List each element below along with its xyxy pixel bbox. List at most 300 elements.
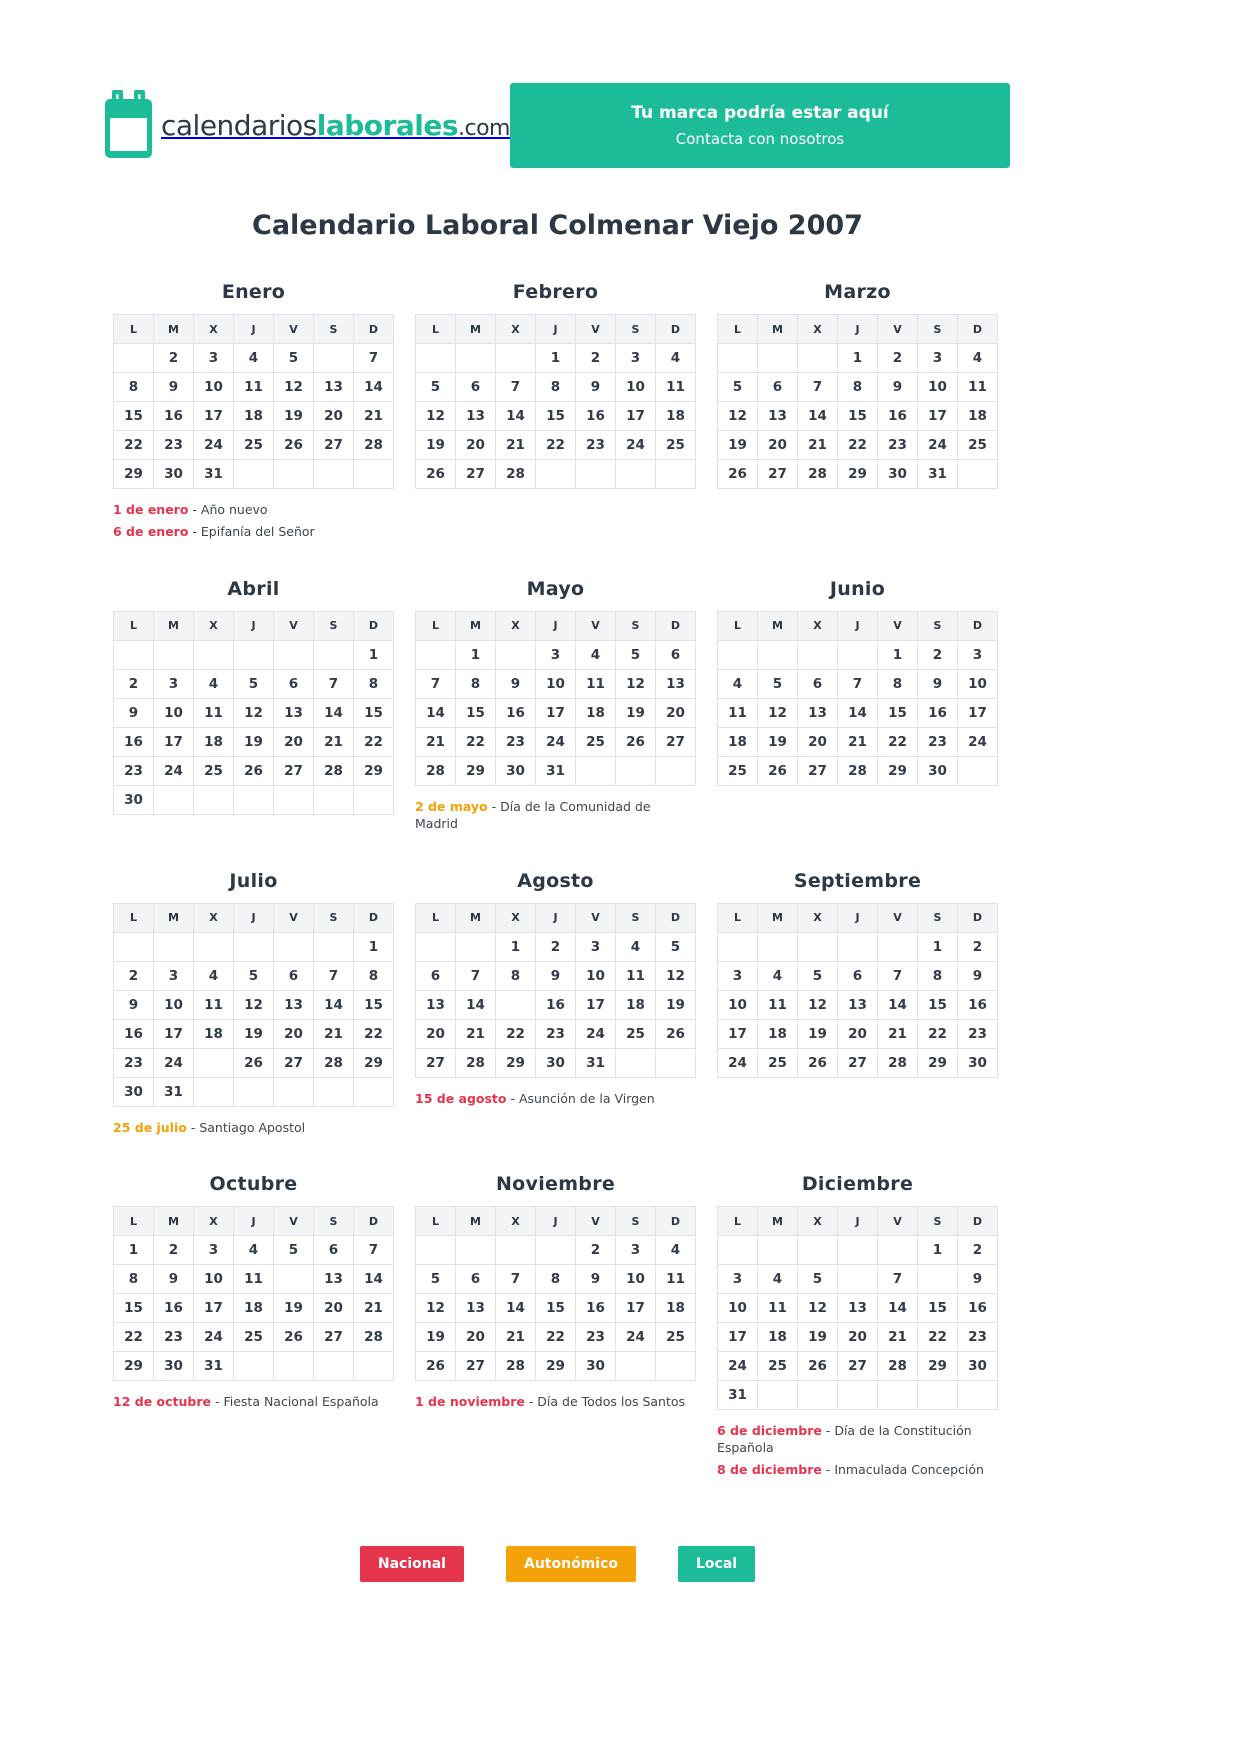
day-cell: 19 (416, 431, 456, 460)
day-cell: 5 (234, 669, 274, 698)
day-cell: 20 (456, 431, 496, 460)
day-cell: 3 (194, 344, 234, 373)
day-cell: 30 (154, 460, 194, 489)
day-cell: 30 (114, 785, 154, 814)
month-mayo (415, 578, 696, 838)
day-cell: 16 (154, 402, 194, 431)
day-cell: 8 (496, 961, 536, 990)
day-cell: 17 (576, 990, 616, 1019)
day-cell: 10 (718, 1294, 758, 1323)
day-cell: 15 (918, 1294, 958, 1323)
weekday-header: V (274, 611, 314, 640)
day-cell: 21 (314, 1019, 354, 1048)
day-cell: 16 (878, 402, 918, 431)
day-cell: 10 (616, 373, 656, 402)
empty-cell (274, 1077, 314, 1106)
day-cell: 18 (656, 402, 696, 431)
holiday-note (717, 1462, 998, 1479)
day-cell: 8 (354, 669, 394, 698)
day-cell: 20 (656, 698, 696, 727)
day-cell: 22 (536, 1323, 576, 1352)
day-cell: 10 (194, 1265, 234, 1294)
empty-cell (194, 785, 234, 814)
day-cell: 27 (456, 1352, 496, 1381)
day-cell: 26 (274, 1323, 314, 1352)
empty-cell (718, 640, 758, 669)
day-cell: 2 (154, 1236, 194, 1265)
day-cell: 31 (536, 756, 576, 785)
week-row (718, 698, 998, 727)
weekday-header: M (758, 611, 798, 640)
week-row (718, 1048, 998, 1077)
weekday-header: L (416, 315, 456, 344)
week-row (416, 756, 696, 785)
weekday-header: S (616, 315, 656, 344)
weekday-header: J (536, 611, 576, 640)
empty-cell (274, 785, 314, 814)
day-cell: 28 (354, 431, 394, 460)
day-cell: 13 (314, 1265, 354, 1294)
day-cell: 25 (718, 756, 758, 785)
day-cell: 24 (154, 756, 194, 785)
week-row (416, 402, 696, 431)
day-cell: 13 (456, 1294, 496, 1323)
weekday-header: M (456, 315, 496, 344)
day-cell: 9 (576, 1265, 616, 1294)
weekday-header: X (798, 903, 838, 932)
day-cell: 30 (918, 756, 958, 785)
empty-cell (798, 932, 838, 961)
weekday-header: D (656, 1207, 696, 1236)
month-septiembre (717, 870, 998, 1078)
day-cell: 7 (314, 961, 354, 990)
logo-text-primary: calendarios (161, 109, 317, 142)
day-cell: 21 (798, 431, 838, 460)
calendar-weekday-row (416, 315, 696, 344)
calendar-table-agosto (415, 903, 696, 1078)
day-cell: 21 (416, 727, 456, 756)
day-cell: 25 (958, 431, 998, 460)
day-cell: 12 (416, 402, 456, 431)
empty-cell (274, 460, 314, 489)
day-cell: 5 (758, 669, 798, 698)
day-cell: 14 (496, 402, 536, 431)
holiday-note-text: - Día de la Comunidad de Madrid (415, 798, 651, 831)
week-row (416, 990, 696, 1019)
weekday-header: J (838, 1207, 878, 1236)
day-cell: 26 (798, 1352, 838, 1381)
day-cell: 14 (354, 373, 394, 402)
day-cell: 19 (616, 698, 656, 727)
day-cell: 19 (656, 990, 696, 1019)
day-cell: 11 (758, 1294, 798, 1323)
week-row (114, 1294, 394, 1323)
empty-cell (194, 932, 234, 961)
empty-cell (456, 344, 496, 373)
empty-cell (918, 1381, 958, 1410)
day-cell: 17 (616, 1294, 656, 1323)
day-cell: 26 (416, 1352, 456, 1381)
week-row (416, 727, 696, 756)
calendar-table-diciembre (717, 1206, 998, 1410)
day-cell: 18 (718, 727, 758, 756)
day-cell: 9 (918, 669, 958, 698)
day-cell: 24 (718, 1352, 758, 1381)
day-cell: 1 (114, 1236, 154, 1265)
empty-cell (616, 460, 656, 489)
day-cell: 3 (536, 640, 576, 669)
day-cell: 14 (878, 1294, 918, 1323)
month-julio (113, 870, 394, 1142)
day-cell: 4 (656, 1236, 696, 1265)
day-cell: 30 (114, 1077, 154, 1106)
day-cell: 3 (616, 344, 656, 373)
day-cell: 7 (878, 1265, 918, 1294)
weekday-header: D (656, 903, 696, 932)
day-cell: 9 (114, 990, 154, 1019)
empty-cell (354, 460, 394, 489)
day-cell: 29 (838, 460, 878, 489)
calendar-weekday-row (718, 1207, 998, 1236)
day-cell: 2 (576, 344, 616, 373)
month-title: Junio (829, 577, 886, 600)
day-cell: 23 (496, 727, 536, 756)
day-cell: 10 (194, 373, 234, 402)
day-cell: 31 (718, 1381, 758, 1410)
day-cell: 27 (838, 1352, 878, 1381)
day-cell: 17 (536, 698, 576, 727)
empty-cell (314, 640, 354, 669)
day-cell: 16 (154, 1294, 194, 1323)
day-cell: 8 (114, 373, 154, 402)
day-cell: 3 (918, 344, 958, 373)
day-cell: 10 (718, 990, 758, 1019)
day-cell: 27 (758, 460, 798, 489)
day-cell: 15 (536, 1294, 576, 1323)
day-cell: 25 (234, 1323, 274, 1352)
day-cell: 13 (314, 373, 354, 402)
logo-wordmark (161, 109, 510, 142)
day-cell: 4 (616, 932, 656, 961)
day-cell: 4 (576, 640, 616, 669)
month-title: Enero (221, 281, 286, 303)
calendar-table-enero (113, 314, 394, 489)
day-cell: 28 (496, 1352, 536, 1381)
day-cell: 6 (416, 961, 456, 990)
day-cell: 24 (616, 1323, 656, 1352)
weekday-header: M (758, 315, 798, 344)
empty-cell (758, 1381, 798, 1410)
day-cell: 17 (194, 402, 234, 431)
day-cell: 13 (838, 1294, 878, 1323)
day-cell: 27 (314, 1323, 354, 1352)
day-cell: 3 (194, 1236, 234, 1265)
weekday-header: S (616, 903, 656, 932)
day-cell: 5 (798, 961, 838, 990)
empty-cell (878, 1381, 918, 1410)
empty-cell (656, 1048, 696, 1077)
legend-local-button[interactable]: Local (678, 1546, 755, 1582)
calendar-weekday-row (416, 1207, 696, 1236)
day-cell: 25 (234, 431, 274, 460)
weekday-header: V (878, 315, 918, 344)
weekday-header: D (656, 315, 696, 344)
day-cell: 18 (656, 1294, 696, 1323)
day-cell: 26 (616, 727, 656, 756)
weekday-header: S (616, 611, 656, 640)
holiday-notes (717, 1423, 998, 1479)
day-cell: 20 (314, 402, 354, 431)
week-row (114, 1048, 394, 1077)
legend-autonomic-button[interactable]: Autonómico (506, 1546, 636, 1582)
week-row (718, 640, 998, 669)
day-cell: 9 (154, 1265, 194, 1294)
holiday-note-date: 15 de agosto (415, 1090, 507, 1106)
day-cell: 13 (274, 990, 314, 1019)
weekday-header-row (416, 611, 696, 640)
empty-cell (718, 344, 758, 373)
weekday-header: S (314, 611, 354, 640)
day-cell: 18 (194, 1019, 234, 1048)
calendar-body (114, 932, 394, 1106)
weekday-header: D (958, 315, 998, 344)
calendar-weekday-row (114, 1207, 394, 1236)
day-cell: 6 (314, 1236, 354, 1265)
holiday-note-date: 12 de octubre (113, 1394, 211, 1410)
week-row (114, 460, 394, 489)
empty-cell (154, 640, 194, 669)
holiday-note-text: - Año nuevo (188, 502, 268, 517)
calendar-weekday-row (114, 611, 394, 640)
legend-national-button[interactable]: Nacional (360, 1546, 464, 1582)
day-cell: 16 (576, 402, 616, 431)
empty-cell (314, 785, 354, 814)
ad-banner[interactable] (510, 83, 1010, 168)
holiday-note (415, 1091, 696, 1108)
month-febrero (415, 281, 696, 489)
day-cell: 12 (798, 1294, 838, 1323)
weekday-header: S (918, 1207, 958, 1236)
empty-cell (114, 932, 154, 961)
day-cell: 19 (718, 431, 758, 460)
empty-cell (274, 932, 314, 961)
week-row (114, 990, 394, 1019)
week-row (718, 1294, 998, 1323)
months-grid (105, 281, 1010, 1484)
weekday-header: M (456, 903, 496, 932)
day-cell: 13 (656, 669, 696, 698)
holiday-note (415, 799, 696, 833)
empty-cell (838, 932, 878, 961)
day-cell: 27 (456, 460, 496, 489)
day-cell: 29 (878, 756, 918, 785)
day-cell: 1 (354, 932, 394, 961)
weekday-header: V (576, 315, 616, 344)
day-cell: 10 (154, 698, 194, 727)
day-cell: 23 (958, 1019, 998, 1048)
day-cell: 23 (114, 1048, 154, 1077)
calendar-table-octubre (113, 1206, 394, 1381)
day-cell: 14 (314, 698, 354, 727)
logo-text-suffix: .com (457, 116, 510, 141)
day-cell: 12 (656, 961, 696, 990)
day-cell: 8 (536, 1265, 576, 1294)
day-cell: 16 (496, 698, 536, 727)
day-cell: 24 (616, 431, 656, 460)
day-cell: 30 (536, 1048, 576, 1077)
month-title: Julio (229, 869, 278, 892)
calendar-table-abril (113, 611, 394, 815)
day-cell: 13 (838, 990, 878, 1019)
month-title: Marzo (824, 281, 891, 303)
empty-cell (878, 932, 918, 961)
empty-cell (416, 344, 456, 373)
weekday-header-row (114, 903, 394, 932)
day-cell: 24 (918, 431, 958, 460)
month-agosto (415, 870, 696, 1113)
weekday-header: L (114, 1207, 154, 1236)
day-cell: 29 (536, 1352, 576, 1381)
weekday-header: L (114, 315, 154, 344)
day-cell: 19 (798, 1019, 838, 1048)
holiday-notes (415, 1091, 696, 1108)
holiday-note-date: 25 de julio (113, 1119, 187, 1135)
day-cell: 17 (154, 1019, 194, 1048)
day-cell: 16 (918, 698, 958, 727)
empty-cell (878, 1236, 918, 1265)
day-cell: 18 (616, 990, 656, 1019)
holiday-notes (113, 1394, 394, 1411)
weekday-header: M (456, 611, 496, 640)
day-cell: 27 (656, 727, 696, 756)
day-cell: 24 (718, 1048, 758, 1077)
day-cell: 11 (194, 990, 234, 1019)
weekday-header: S (314, 1207, 354, 1236)
day-cell: 26 (234, 1048, 274, 1077)
day-cell: 9 (958, 961, 998, 990)
header (105, 83, 1010, 168)
weekday-header-row (718, 611, 998, 640)
day-cell: 15 (354, 698, 394, 727)
empty-cell (314, 1077, 354, 1106)
weekday-header: J (838, 315, 878, 344)
empty-cell (576, 460, 616, 489)
week-row (114, 961, 394, 990)
empty-cell (274, 1352, 314, 1381)
day-cell: 23 (918, 727, 958, 756)
empty-cell (114, 640, 154, 669)
day-cell: 8 (114, 1265, 154, 1294)
page-title: Calendario Laboral Colmenar Viejo 2007 (252, 210, 863, 241)
day-cell: 16 (114, 1019, 154, 1048)
week-row (718, 373, 998, 402)
calendar-body (114, 344, 394, 489)
day-cell: 22 (918, 1019, 958, 1048)
day-cell: 24 (536, 727, 576, 756)
day-cell: 22 (354, 1019, 394, 1048)
day-cell: 23 (536, 1019, 576, 1048)
banner-headline: Tu marca podría estar aquí (631, 103, 889, 123)
day-cell: 6 (838, 961, 878, 990)
holiday-cell-national: 1 (536, 1236, 576, 1265)
day-cell: 23 (958, 1323, 998, 1352)
week-row (114, 344, 394, 373)
day-cell: 6 (798, 669, 838, 698)
empty-cell (838, 640, 878, 669)
day-cell: 16 (958, 990, 998, 1019)
empty-cell (314, 1352, 354, 1381)
day-cell: 18 (758, 1323, 798, 1352)
weekday-header: J (838, 903, 878, 932)
holiday-cell-national: 12 (274, 1265, 314, 1294)
empty-cell (234, 785, 274, 814)
empty-cell (234, 1352, 274, 1381)
day-cell: 30 (878, 460, 918, 489)
day-cell: 27 (838, 1048, 878, 1077)
holiday-cell-national: 1 (114, 344, 154, 373)
empty-cell (616, 756, 656, 785)
weekday-header: X (798, 315, 838, 344)
empty-cell (656, 460, 696, 489)
week-row (416, 344, 696, 373)
day-cell: 21 (878, 1019, 918, 1048)
day-cell: 28 (496, 460, 536, 489)
week-row (114, 1019, 394, 1048)
empty-cell (958, 756, 998, 785)
day-cell: 1 (536, 344, 576, 373)
weekday-header: X (194, 611, 234, 640)
week-row (718, 1352, 998, 1381)
day-cell: 19 (234, 727, 274, 756)
weekday-header-row (114, 1207, 394, 1236)
day-cell: 8 (838, 373, 878, 402)
weekday-header: L (114, 903, 154, 932)
day-cell: 9 (878, 373, 918, 402)
day-cell: 7 (798, 373, 838, 402)
calendar-table-noviembre (415, 1206, 696, 1381)
banner-contact-link[interactable]: Contacta con nosotros (675, 130, 845, 148)
day-cell: 12 (416, 1294, 456, 1323)
day-cell: 28 (354, 1323, 394, 1352)
week-row (718, 727, 998, 756)
day-cell: 17 (918, 402, 958, 431)
day-cell: 14 (798, 402, 838, 431)
weekday-header-row (718, 315, 998, 344)
empty-cell (416, 640, 456, 669)
day-cell: 7 (456, 961, 496, 990)
holiday-note (113, 524, 394, 541)
day-cell: 1 (456, 640, 496, 669)
day-cell: 30 (958, 1352, 998, 1381)
weekday-header: M (456, 1207, 496, 1236)
day-cell: 5 (798, 1265, 838, 1294)
empty-cell (194, 640, 234, 669)
weekday-header: V (878, 611, 918, 640)
day-cell: 11 (656, 373, 696, 402)
weekday-header: X (194, 1207, 234, 1236)
week-row (114, 932, 394, 961)
site-logo[interactable] (105, 83, 510, 168)
day-cell: 2 (958, 1236, 998, 1265)
weekday-header: L (718, 611, 758, 640)
empty-cell (758, 932, 798, 961)
day-cell: 13 (456, 402, 496, 431)
calendar-weekday-row (416, 903, 696, 932)
day-cell: 24 (154, 1048, 194, 1077)
empty-cell (234, 640, 274, 669)
week-row (416, 1352, 696, 1381)
holiday-note-text: - Día de Todos los Santos (524, 1394, 686, 1410)
